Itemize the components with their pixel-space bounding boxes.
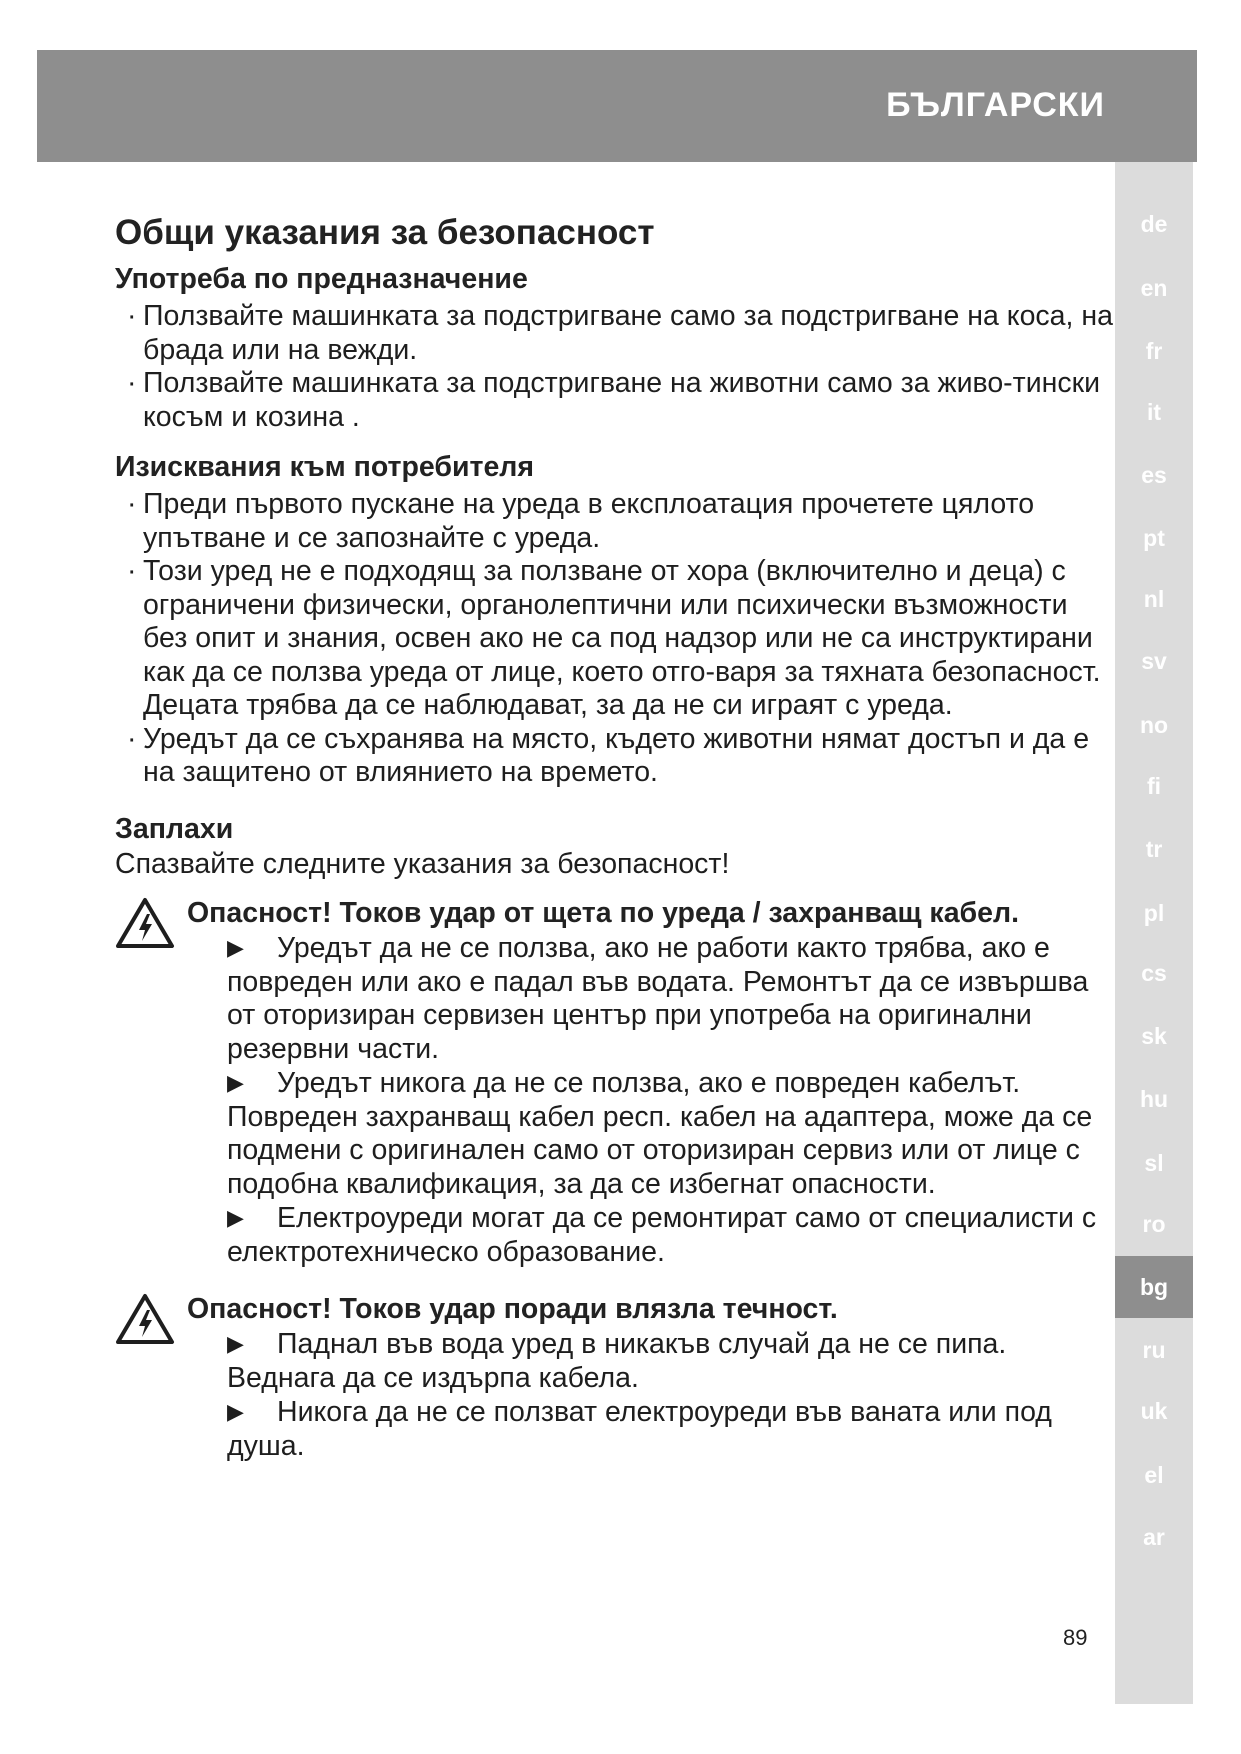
list-item-text: Уредът никога да не се ползва, ако е повреден кабелът. Повреден захранващ кабел респ. кабел на адаптера, може да се подмени с оригинален само от оторизиран сервиз или от лице с подобна квалификация, за да се избегнат опасности.	[227, 1067, 1093, 1200]
list-item: · Преди първото пускане на уреда в експлоатация прочетете цялото упътване и се запознайте с уреда.	[143, 488, 1115, 555]
lang-tab-tr[interactable]: tr	[1145, 835, 1163, 862]
language-title: БЪЛГАРСКИ	[886, 86, 1105, 124]
list-item: · Уредът да се съхранява на място, където животни нямат достъп и да е на защитено от влиянието на времето.	[143, 723, 1115, 790]
intended-use-list	[115, 300, 1115, 434]
hazards-intro: Спазвайте следните указания за безопасност!	[115, 847, 730, 880]
list-item	[227, 1327, 1115, 1395]
lang-tab-fr[interactable]: fr	[1145, 337, 1163, 364]
lang-tab-nl[interactable]: nl	[1143, 585, 1165, 612]
list-item-text: Електроуреди могат да се ремонтират само от специалисти с електротехническо образование.	[227, 1202, 1097, 1268]
lang-tab-bg-active[interactable]: bg	[1115, 1256, 1193, 1318]
main-content	[115, 210, 1115, 1463]
lang-tab-sk[interactable]: sk	[1141, 1022, 1167, 1049]
lang-tab-uk[interactable]: uk	[1140, 1397, 1168, 1424]
lang-tab-sl[interactable]: sl	[1144, 1149, 1164, 1176]
arrow-right-icon: ▶	[227, 1331, 244, 1356]
warning-block-liquid	[115, 1291, 1115, 1463]
hazards-heading: Заплахи	[115, 812, 234, 845]
list-item: · Ползвайте машинката за подстригване на животни само за живо-тински косъм и козина .	[143, 367, 1115, 434]
electric-hazard-icon	[115, 897, 175, 949]
lang-tab-hu[interactable]: hu	[1139, 1085, 1169, 1112]
lang-tab-it[interactable]: it	[1146, 398, 1162, 425]
arrow-right-icon: ▶	[227, 1205, 244, 1230]
arrow-right-icon: ▶	[227, 1070, 244, 1095]
warning-list	[187, 931, 1115, 1269]
lang-tab-fi[interactable]: fi	[1146, 772, 1162, 799]
list-item-text: Никога да не се ползват електроуреди във ваната или под душа.	[227, 1396, 1052, 1462]
user-requirements-heading: Изисквания към потребителя	[115, 451, 535, 483]
page-number: 89	[1063, 1625, 1088, 1650]
warning-title: Опасност! Токов удар поради влязла течност.	[187, 1293, 838, 1325]
list-item	[227, 1201, 1115, 1269]
lang-tab-el[interactable]: el	[1144, 1461, 1164, 1488]
lang-tab-ro[interactable]: ro	[1142, 1210, 1166, 1237]
lang-tab-ru[interactable]: ru	[1142, 1336, 1166, 1363]
list-item: · Ползвайте машинката за подстригване само за подстригване на коса, на брада или на вежди.	[143, 300, 1115, 367]
lang-tab-pt[interactable]: pt	[1143, 524, 1165, 551]
lang-tab-cs[interactable]: cs	[1141, 959, 1167, 986]
lang-tab-pl[interactable]: pl	[1143, 899, 1165, 926]
warning-block-damage	[115, 895, 1115, 1269]
arrow-right-icon: ▶	[227, 1399, 244, 1424]
intended-use-heading: Употреба по предназначение	[115, 263, 528, 295]
lang-tab-ar[interactable]: ar	[1143, 1523, 1165, 1550]
language-sidebar	[1115, 162, 1193, 1704]
lang-tab-no[interactable]: no	[1139, 711, 1169, 738]
page-title: Общи указания за безопасност	[115, 213, 655, 252]
lang-tab-es[interactable]: es	[1141, 461, 1167, 488]
electric-hazard-icon	[115, 1293, 175, 1345]
list-item	[227, 931, 1115, 1066]
warning-title: Опасност! Токов удар от щета по уреда / захранващ кабел.	[187, 897, 1020, 929]
list-item: · Този уред не е подходящ за ползване от хора (включително и деца) с ограничени физически, органолептични или психически възможности без опит и знания, освен ако не са под надзор или не са инструктирани как да се ползва уреда от лице, което отго-варя за тяхната безопасност. Децата трябва да се наблюдават, за да не си играят с уреда.	[143, 555, 1115, 723]
lang-tab-en[interactable]: en	[1140, 274, 1168, 301]
lang-tab-de[interactable]: de	[1140, 210, 1168, 237]
arrow-right-icon: ▶	[227, 935, 244, 960]
lang-tab-sv[interactable]: sv	[1141, 647, 1167, 674]
list-item-text: Паднал във вода уред в никакъв случай да не се пипа. Веднага да се издърпа кабела.	[227, 1328, 1007, 1394]
list-item	[227, 1395, 1115, 1463]
list-item	[227, 1066, 1115, 1201]
warning-list	[187, 1327, 1115, 1463]
user-requirements-list	[115, 488, 1115, 790]
list-item-text: Уредът да не се ползва, ако не работи както трябва, ако е повреден или ако е падал във водата. Ремонтът да се извършва от оторизиран сервизен център при употреба на оригинални резервни части.	[227, 932, 1089, 1065]
